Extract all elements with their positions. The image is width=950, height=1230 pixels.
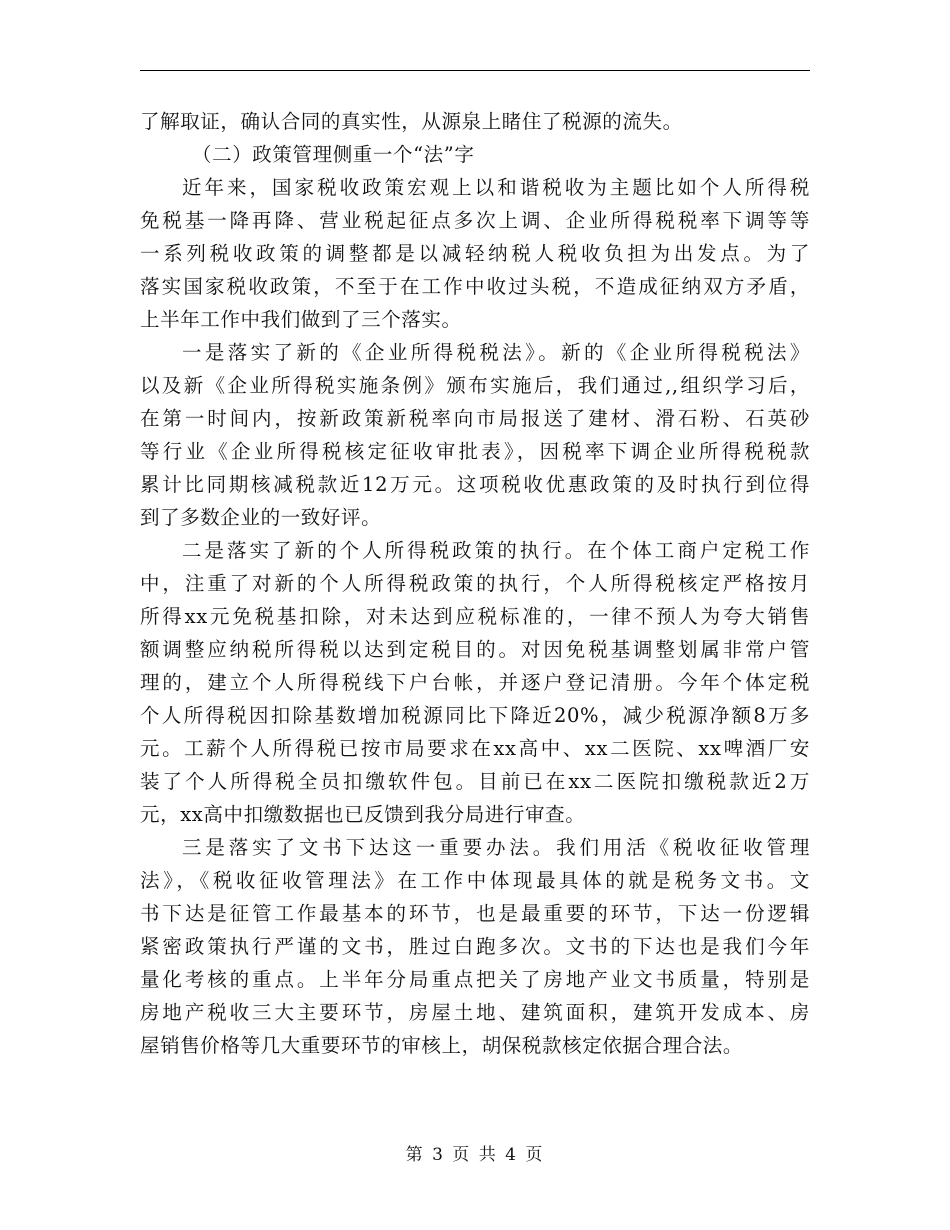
text-line: 装了个人所得税全员扣缴软件包。目前已在xx二医院扣缴税款近2万: [140, 770, 810, 793]
text-line: 元。工薪个人所得税已按市局要求在xx高中、xx二医院、xx啤酒厂安: [140, 737, 810, 760]
text-line: 中，注重了对新的个人所得税政策的执行，个人所得税核定严格按月: [140, 572, 810, 595]
text-line: 一系列税收政策的调整都是以减轻纳税人税收负担为出发点。为了: [140, 242, 810, 265]
text-line: 紧密政策执行严谨的文书，胜过白跑多次。文书的下达也是我们今年: [140, 935, 810, 958]
text-line: 量化考核的重点。上半年分局重点把关了房地产业文书质量，特别是: [140, 968, 810, 991]
section-heading: （二）政策管理侧重一个“法”字: [192, 143, 475, 166]
text-line: 法》，《税收征收管理法》在工作中体现最具体的就是税务文书。文: [140, 869, 810, 892]
text-line: 理的，建立个人所得税线下户台帐，并逐户登记清册。今年个体定税: [140, 671, 810, 694]
text-line: 等行业《企业所得税核定征收审批表》，因税率下调企业所得税税款: [140, 440, 810, 463]
text-line: 上半年工作中我们做到了三个落实。: [140, 308, 462, 331]
text-line: 一是落实了新的《企业所得税税法》。新的《企业所得税税法》: [182, 341, 810, 364]
document-body: [140, 105, 810, 1062]
text-line: 元，xx高中扣缴数据也已反馈到我分局进行审查。: [140, 803, 586, 826]
text-line: 落实国家税收政策，不至于在工作中收过头税，不造成征纳双方矛盾，: [140, 275, 810, 298]
text-line: 所得xx元免税基扣除，对未达到应税标准的，一律不预人为夸大销售: [140, 605, 810, 628]
text-line: 以及新《企业所得税实施条例》颁布实施后，我们通过,,组织学习后，: [140, 374, 810, 397]
text-line: 免税基一降再降、营业税起征点多次上调、企业所得税税率下调等等: [140, 209, 810, 232]
page-number: 第 3 页 共 4 页: [405, 1145, 545, 1165]
text-line: 到了多数企业的一致好评。: [140, 506, 382, 529]
text-line: 累计比同期核减税款近12万元。这项税收优惠政策的及时执行到位得: [140, 473, 810, 496]
text-line: 房地产税收三大主要环节，房屋土地、建筑面积，建筑开发成本、房: [140, 1001, 810, 1024]
text-line: 书下达是征管工作最基本的环节，也是最重要的环节，下达一份逻辑: [140, 902, 810, 925]
text-line: 额调整应纳税所得税以达到定税目的。对因免税基调整划属非常户管: [140, 638, 810, 661]
text-line: 屋销售价格等几大重要环节的审核上，胡保税款核定依据合理合法。: [140, 1034, 744, 1057]
text-line: 了解取证，确认合同的真实性，从源泉上睹住了税源的流失。: [140, 110, 683, 133]
header-rule: [140, 70, 810, 71]
text-line: 个人所得税因扣除基数增加税源同比下降近20%，减少税源净额8万多: [140, 704, 810, 727]
text-line: 二是落实了新的个人所得税政策的执行。在个体工商户定税工作: [182, 539, 810, 562]
text-line: 三是落实了文书下达这一重要办法。我们用活《税收征收管理: [182, 836, 810, 859]
text-line: 在第一时间内，按新政策新税率向市局报送了建材、滑石粉、石英砂: [140, 407, 810, 430]
text-line: 近年来，国家税收政策宏观上以和谐税收为主题比如个人所得税: [182, 176, 810, 199]
